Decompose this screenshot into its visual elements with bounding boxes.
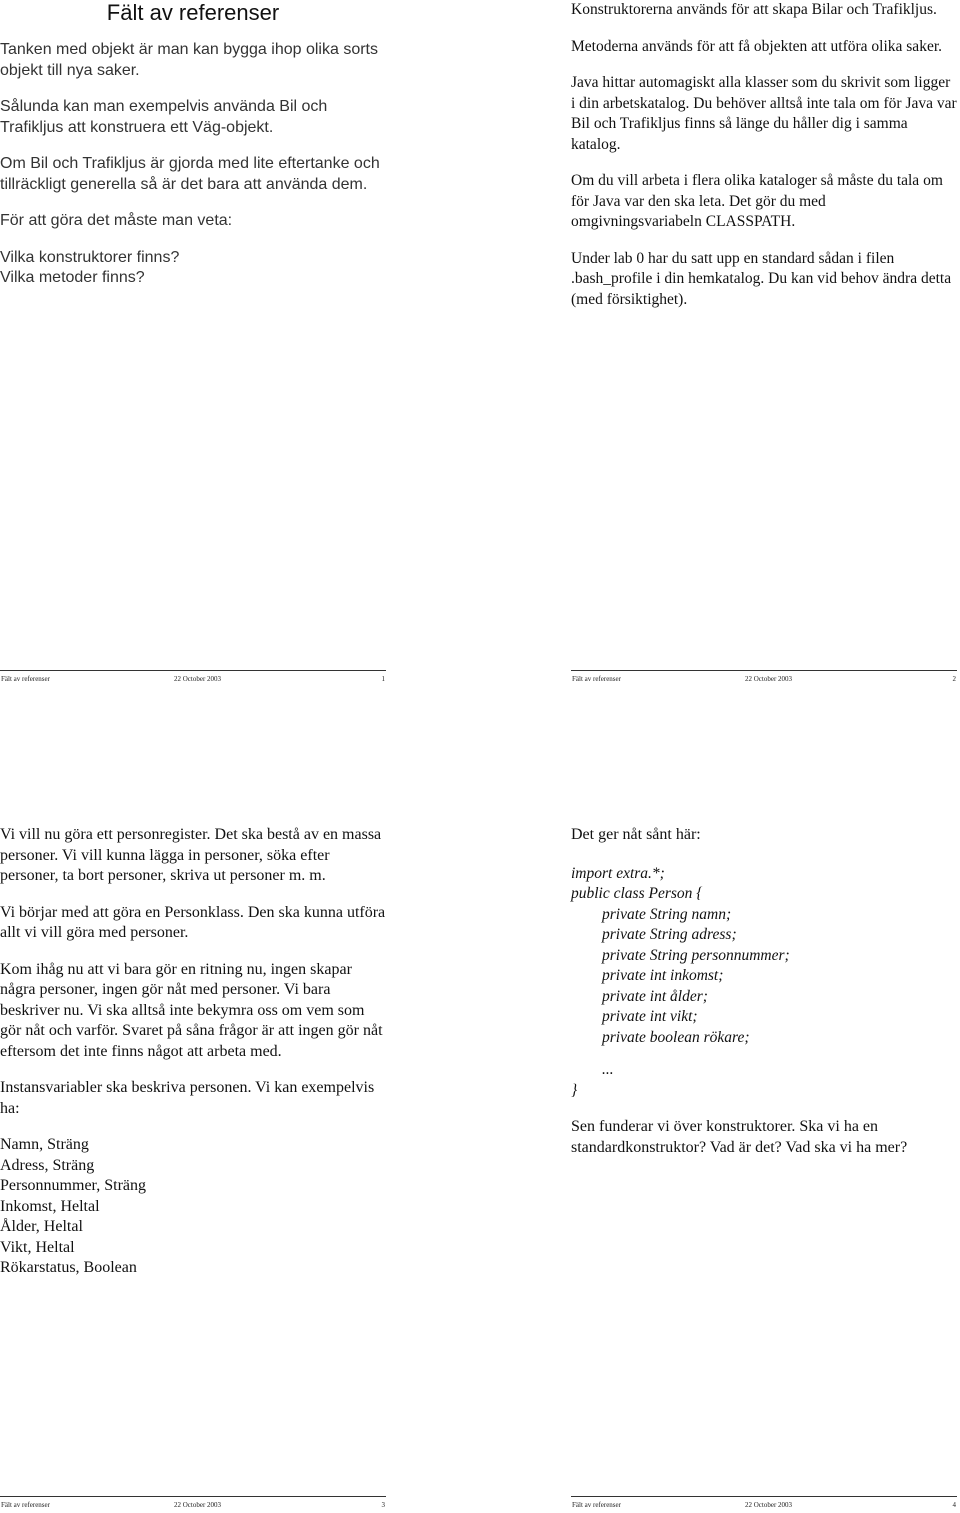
slide-2 (571, 0, 957, 310)
footer (0, 1496, 386, 1513)
question-list (0, 248, 386, 289)
slide-3 (0, 825, 386, 1279)
footer-date: 22 October 2003 (745, 1501, 793, 1509)
list-item: Vikt, Heltal (0, 1238, 75, 1256)
list-item: Namn, Sträng (0, 1136, 89, 1153)
code-line: private String namn; (602, 905, 732, 923)
code-line: } (571, 1081, 578, 1099)
code-line: private String personnummer; (602, 946, 790, 964)
paragraph: Konstruktorerna används för att skapa Bilar och Trafikljus. (571, 1, 937, 18)
paragraph: Sålunda kan man exempelvis använda Bil och Trafikljus att konstruera ett Väg-objekt. (0, 98, 328, 136)
variable-list (0, 1135, 386, 1279)
list-item: Personnummer, Sträng (0, 1177, 147, 1194)
question: Vilka konstruktorer finns? (0, 248, 180, 266)
code-line: private int vikt; (602, 1008, 698, 1025)
paragraph: Sen funderar vi över konstruktorer. Ska vi ha en standardkonstruktor? Vad är det? Vad ska vi ha mer? (571, 1118, 908, 1156)
paragraph: Instansvariabler ska beskriva personen. Vi kan exempelvis ha: (0, 1079, 375, 1117)
slide-1 (0, 0, 386, 289)
footer (0, 670, 386, 687)
paragraph: Metoderna används för att få objekten att utföra olika saker. (571, 37, 943, 55)
paragraph: Tanken med objekt är man kan bygga ihop olika sorts objekt till nya saker. (0, 41, 378, 79)
paragraph: Om Bil och Trafikljus är gjorda med lite eftertanke och tillräckligt generella så är det bara att använda dem. (0, 155, 380, 193)
paragraph: Kom ihåg nu att vi bara gör en ritning nu, ingen skapar några personer, ingen gör nåt med personer. Vi bara beskriver nu. Vi ska alltså inte bekymra oss om vem som gör nåt och varför. Svaret på såna frågor är att ingen gör nåt eftersom det inte finns något att arbeta med. (0, 960, 383, 1060)
list-item: Adress, Sträng (0, 1156, 95, 1174)
page-number: 3 (381, 1501, 385, 1509)
paragraph: Om du vill arbeta i flera olika kataloger så måste du tala om för Java var den ska leta. Det gör du med omgivningsvariabeln CLASSPATH. (571, 172, 943, 230)
question: Vilka metoder finns? (0, 269, 145, 286)
paragraph: För att göra det måste man veta: (0, 212, 233, 229)
footer-date: 22 October 2003 (745, 675, 793, 683)
code-line: ... (602, 1061, 614, 1078)
paragraph: Vi börjar med att göra en Personklass. Den ska kunna utföra allt vi vill göra med personer. (0, 903, 386, 941)
page-number: 2 (952, 675, 956, 683)
code-line: private int inkomst; (602, 967, 724, 984)
list-item: Rökarstatus, Boolean (0, 1259, 137, 1276)
footer (571, 1496, 957, 1513)
paragraph: Java hittar automagiskt alla klasser som du skrivit som ligger i din arbetskatalog. Du behöver alltså inte tala om för Java var Bil och Trafikljus finns så länge du håller dig i samma katalog. (571, 74, 957, 153)
code-block (571, 864, 957, 1102)
footer-title: Fält av referenser (572, 675, 621, 683)
list-item: Inkomst, Heltal (0, 1197, 100, 1215)
footer-title: Fält av referenser (1, 675, 50, 683)
page-number: 1 (381, 675, 385, 683)
footer-title: Fält av referenser (572, 1501, 621, 1509)
code-line: private String adress; (602, 926, 737, 943)
page-number: 4 (952, 1501, 956, 1509)
slide-title: Fält av referenser (106, 0, 280, 25)
footer-date: 22 October 2003 (174, 675, 222, 683)
paragraph: Under lab 0 har du satt upp en standard sådan i filen .bash_profile i din hemkatalog. Du kan vid behov ändra detta (med försiktighet). (571, 249, 952, 308)
footer-date: 22 October 2003 (174, 1501, 222, 1509)
code-line: public class Person { (571, 885, 703, 902)
slide-4 (571, 825, 957, 1158)
footer-title: Fält av referenser (1, 1501, 50, 1509)
paragraph: Vi vill nu göra ett personregister. Det ska bestå av en massa personer. Vi vill kunna lägga in personer, söka efter personer, ta bort personer, skriva ut personer m. m. (0, 826, 382, 884)
code-line: private boolean rökare; (602, 1028, 750, 1046)
paragraph: Det ger nåt sånt här: (571, 826, 701, 843)
code-line: import extra.*; (571, 864, 665, 882)
footer (571, 670, 957, 687)
code-line: private int ålder; (602, 987, 708, 1005)
list-item: Ålder, Heltal (0, 1218, 83, 1235)
